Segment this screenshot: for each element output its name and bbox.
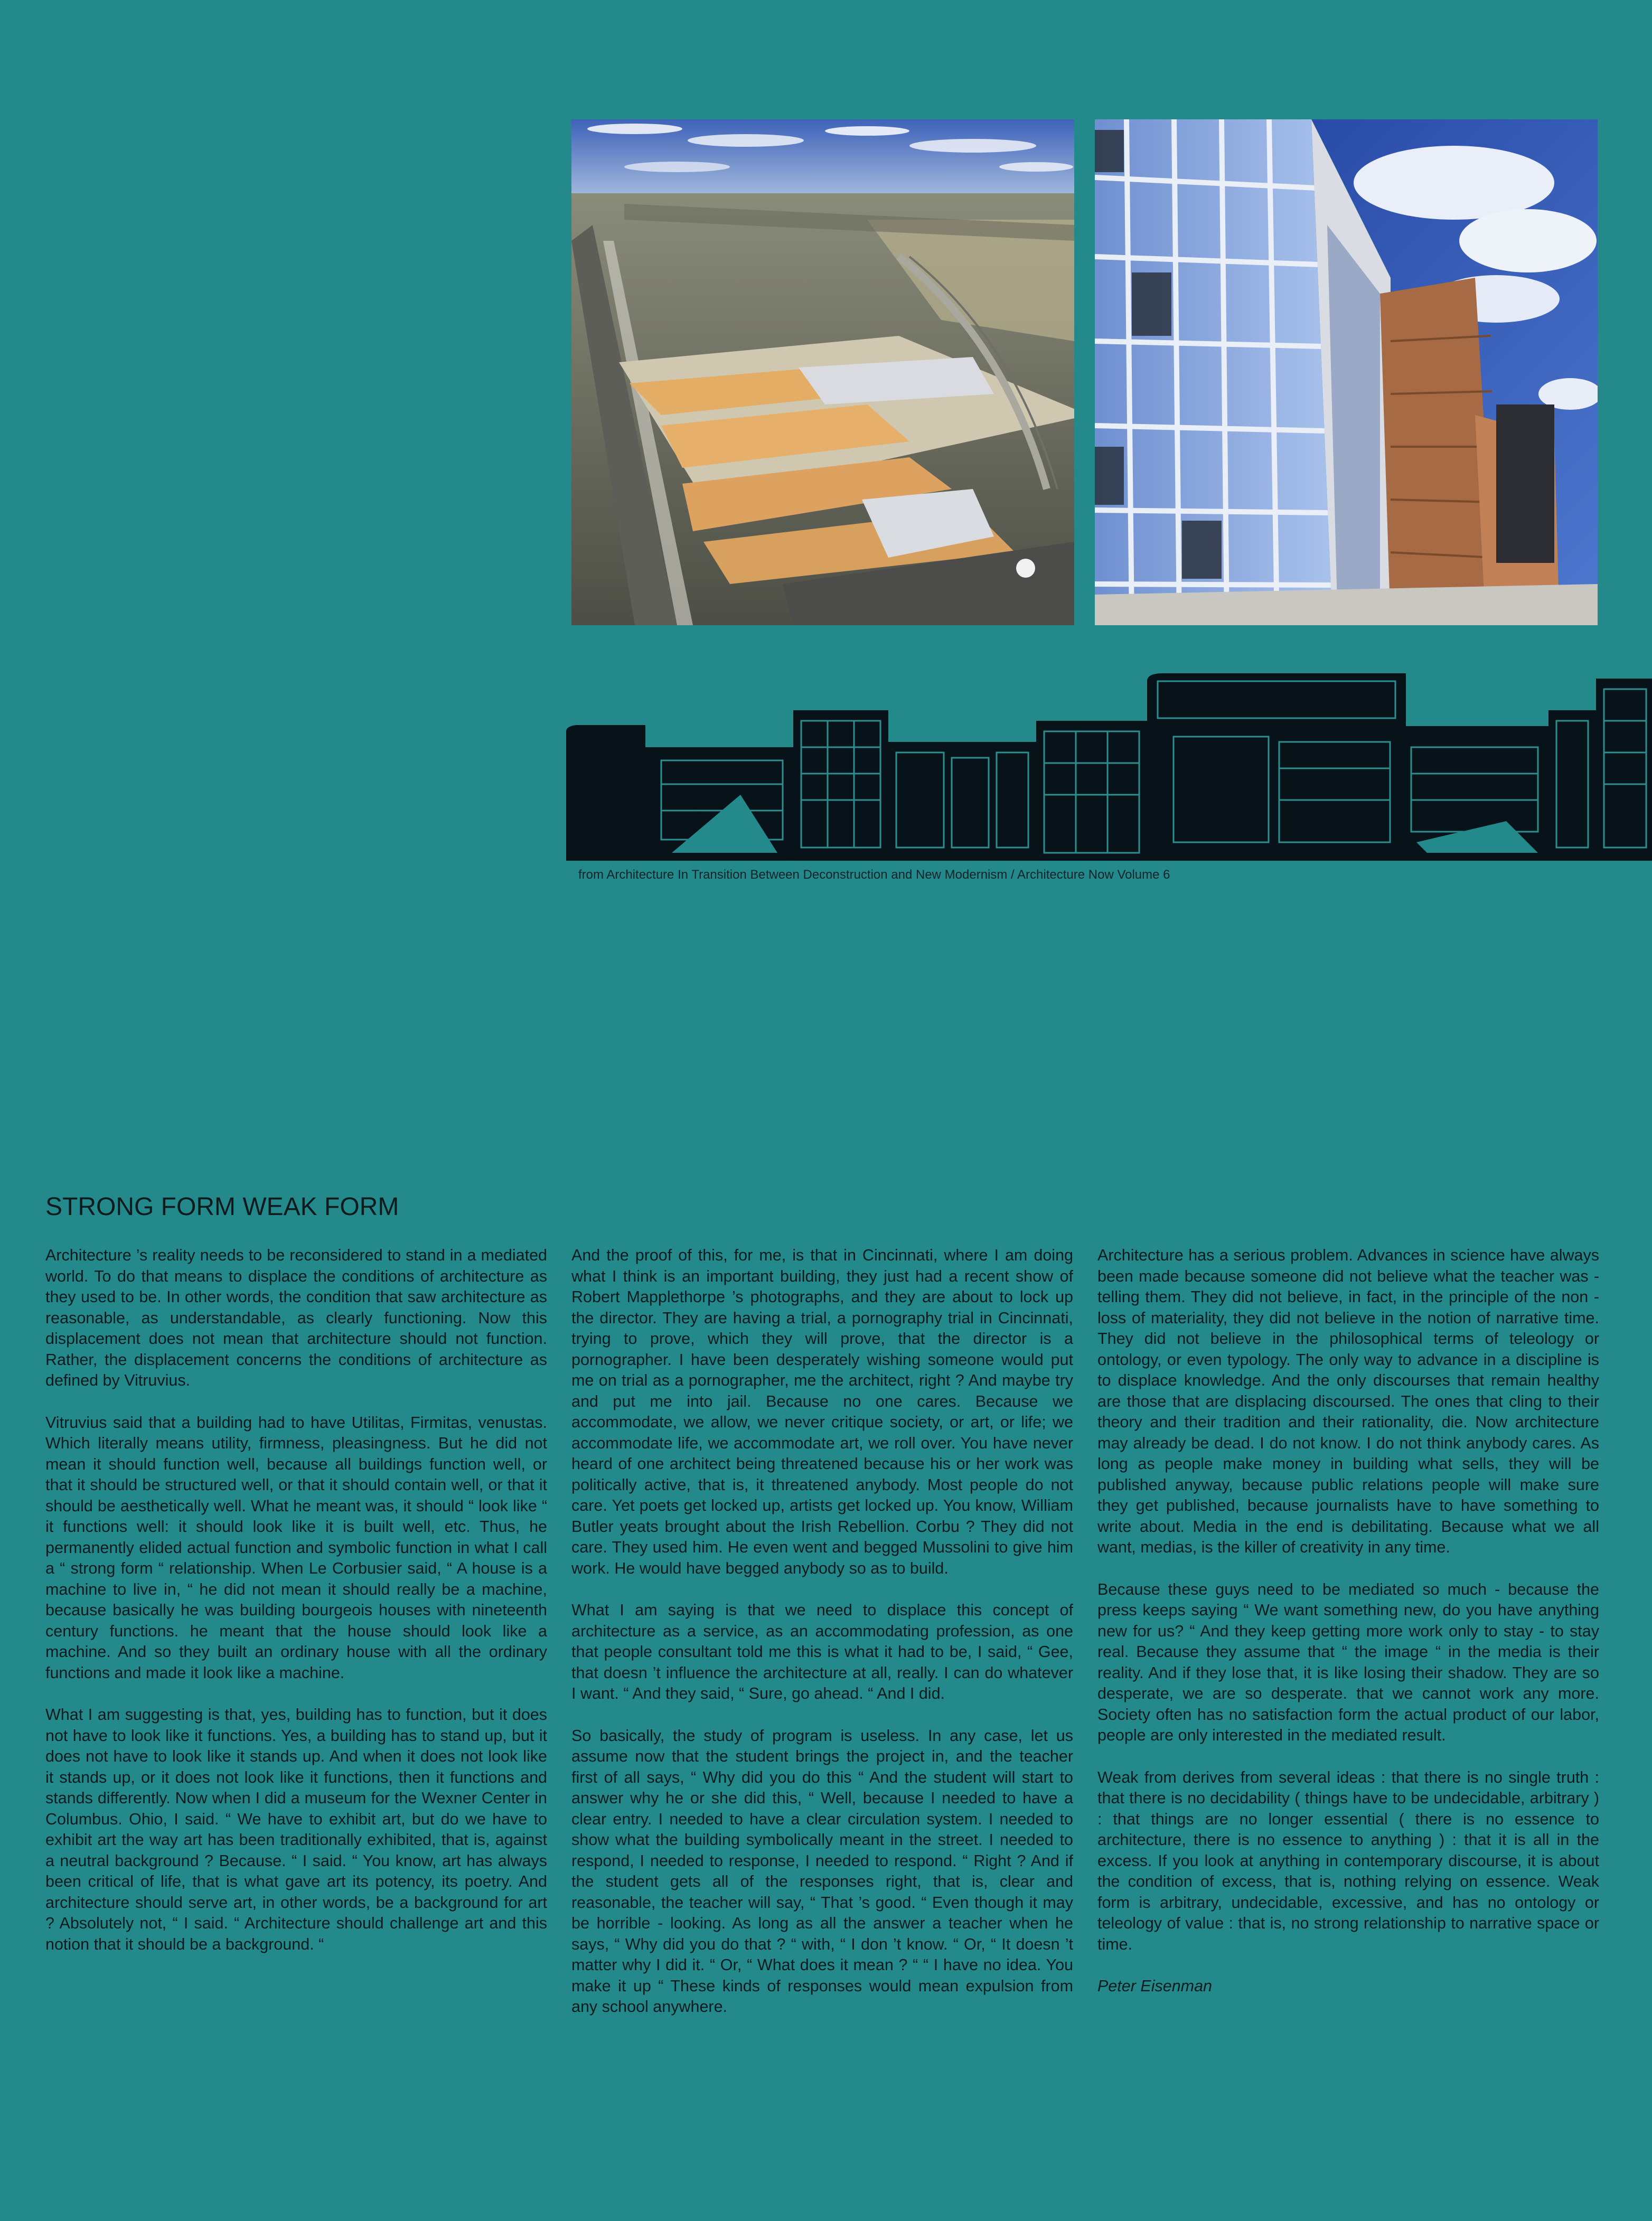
- text-column-1: [45, 1245, 547, 1976]
- facade-photo: [1095, 119, 1598, 625]
- paragraph: Architecture has a serious problem. Advances in science have always been made because someone did not believe what the teacher was - telling them. They did not believe, in fact, in the principle of the non - loss of materiality, they did not believe in the notion of narrative time. They did not believe in the philosophical terms of teleology or ontology, or even typology. The only way to advance in a discipline is to displace knowledge. And the only discourses that remain healthy are those that are displacing discoursed. The ones that cling to their theory and their tradition and their rationality, die. Now architecture may already be dead. I do not know. I do not think anybody cares. As long as people make money in building what sells, they will be published anyway, because public relations people will make sure they get published, because journalists have to have something to write about. Media in the end is debilitating. Because what we all want, medias, is the killer of creativity in any time.: [1097, 1246, 1599, 1556]
- text-column-2: [571, 1245, 1073, 2039]
- elevation-drawing: [566, 663, 1652, 861]
- aerial-photo: [571, 119, 1074, 625]
- building-facade-icon: [1095, 119, 1598, 625]
- paragraph: Because these guys need to be mediated so much - because the press keeps saying “ We want something new, do you have anything new for us? “ And they keep getting more work only to stay - to stay real. Because they assume that “ the image “ in the media is their reality. And if they lose that, it is like losing their shadow. They are so desperate, we are so desperate. that we cannot work any more. Society often has no satisfaction form the actual product of our labor, people are only interested in the mediated result.: [1097, 1580, 1599, 1744]
- paragraph: So basically, the study of program is useless. In any case, let us assume now that the student brings the project in, and the teacher first of all says, “ Why did you do this “ And the student will start to answer why he or she did this, “ Well, because I needed to have a clear entry. I needed to have a clear circulation system. I needed to show what the building symbolically meant in the street. I needed to respond, I needed to response, I needed to respond. “ Right ? And if the student gets all of the responses right, that is, clear and reasonable, the teacher will say, “ That ’s good. “ Even though it may be horrible - looking. As long as all the answer a teacher when he says, “ Why did you do that ? “ with, “ I don ’t know. “ Or, “ It doesn ’t matter why I did it. “ Or, “ What does it mean ? “ “ I have no idea. You make it up “ These kinds of responses would mean expulsion from any school anywhere.: [571, 1726, 1073, 2016]
- paragraph: What I am saying is that we need to displace this concept of architecture as a service, as an accommodating profession, as one that people consultant told me this is what it had to be, I said, “ Gee, that doesn ’t influence the architecture at all, really. I can do whatever I want. “ And they said, “ Sure, go ahead. “ And I did.: [571, 1601, 1073, 1702]
- paragraph: Vitruvius said that a building had to have Utilitas, Firmitas, venustas. Which literally means utility, firmness, pleasingness. But he did not mean it should function well, because all buildings function well, or that it should be structured well, or that it should contain well, or that it should be aesthetically well. What he meant was, it should “ look like “ it functions well: it should look like it is built well, etc. Thus, he permanently elided actual function and symbolic function in what I call a “ strong form “ relationship. When Le Corbusier said, “ A house is a machine to live in, “ he did not mean it should really be a machine, because basically he was building bourgeois houses with nineteenth century functions. he meant that the house should look like a machine. And so they built an ordinary house with all the ordinary functions and made it look like a machine.: [45, 1413, 547, 1682]
- text-column-3: [1097, 1245, 1599, 2018]
- author-signature: Peter Eisenman: [1097, 1977, 1212, 1995]
- image-caption: from Architecture In Transition Between Deconstruction and New Modernism / Architecture Now Volume 6: [578, 868, 1170, 882]
- aerial-view-of-convention-center-icon: [571, 119, 1074, 625]
- building-elevation-drawing-icon: [566, 663, 1652, 861]
- article-title: STRONG FORM WEAK FORM: [45, 1193, 399, 1221]
- paragraph: What I am suggesting is that, yes, building has to function, but it does not have to look like it functions. Yes, a building has to stand up, but it does not have to look like it stands up. And when it does not look like it stands up, or it does not look like it functions, then it functions and stands differently. Now when I did a museum for the Wexner Center in Columbus. Ohio, I said. “ We have to exhibit art, but do we have to exhibit art the way art has been traditionally exhibited, that is, against a neutral background ? Because. “ I said. “ You know, art has always been critical of life, that is what gave art its potency, its poetry. And architecture should serve art, in other words, be a background for art ? Absolutely not, “ I said. “ Architecture should challenge art and this notion that it should be a background. “: [45, 1706, 547, 1953]
- paragraph: Architecture ’s reality needs to be reconsidered to stand in a mediated world. To do that means to displace the conditions of architecture as they used to be. In other words, the condition that saw architecture as reasonable, as understandable, as clearly functioning. Now this displacement does not mean that architecture should not function. Rather, the displacement concerns the conditions of architecture as defined by Vitruvius.: [45, 1246, 547, 1389]
- paragraph: Weak from derives from several ideas : that there is no single truth : that there is no decidability ( things have to be undecidable, arbitrary ) : that things are no longer essential ( there is no essence to architecture, there is no essence to anything ) : that it is all in the excess. If you look at anything in contemporary discourse, it is about the condition of excess, that is, nothing relying on essence. Weak form is arbitrary, undecidable, excessive, and has no ontology or teleology of value : that is, no strong relationship to narrative space or time.: [1097, 1768, 1599, 1953]
- paragraph: And the proof of this, for me, is that in Cincinnati, where I am doing what I think is an important building, they just had a recent show of Robert Mapplethorpe ’s photographs, and they are about to lock up the director. They are having a trial, a pornography trial in Cincinnati, trying to prove, which they will prove, that the director is a pornographer. I have been desperately wishing someone would put me on trial as a pornographer, me the architect, right ? And maybe try and put me into jail. Because no one cares. Because we accommodate, we allow, we never critique society, or art, or life; we accommodate life, we accommodate art, we roll over. You have never heard of one architect being threatened because his or her work was politically active, that is, it threatened anybody. Most people do not care. Yet poets get locked up, artists get locked up. You know, William Butler yeats brought about the Irish Rebellion. Corbu ? They did not care. They used him. He even went and begged Mussolini to give him work. He would have begged anybody so as to build.: [571, 1246, 1073, 1577]
